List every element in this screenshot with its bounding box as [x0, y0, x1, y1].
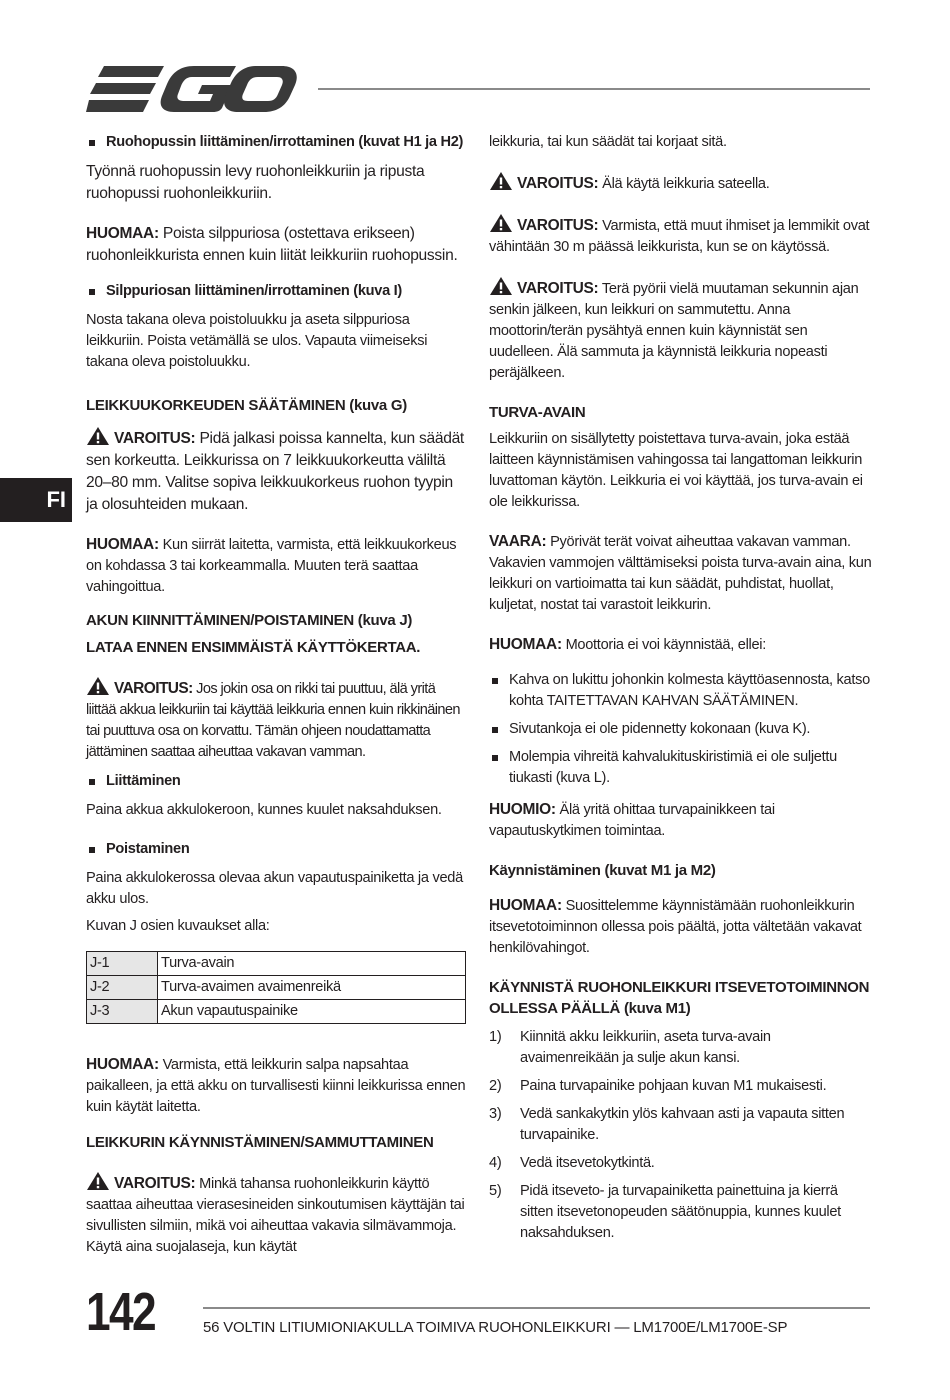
part-id: J-3	[87, 1000, 158, 1024]
table-row	[87, 952, 466, 976]
paragraph: Työnnä ruohopussin levy ruohonleikkuriin ja ripusta ruohopussi ruohonleikkuriin.	[86, 163, 425, 202]
list-item: Molempia vihreitä kahvalukituskiristimiä ei ole suljettu tiukasti (kuva L).	[489, 747, 872, 789]
list-item: 1) Kiinnitä akku leikkuriin, aseta turva-avain avaimenreikään ja sulje akun kansi.	[489, 1029, 771, 1066]
warning-triangle-icon	[86, 1171, 110, 1191]
table-intro: Kuvan J osien kuvaukset alla:	[86, 918, 270, 934]
warning-paragraph: VAROITUS: Minkä tahansa ruohonleikkurin käyttö saattaa aiheuttaa vierasesineiden sinkoutumisen käyttäjän tai sivullisten silmiin, mikä voi aiheuttaa vakavia silmävammoja. Käytä aina suojalaseja, kun käytät	[86, 1171, 468, 1258]
note-paragraph: HUOMAA: Varmista, että leikkurin salpa napsahtaa paikalleen, ja että akku on turvallisesti kiinni leikkurissa ennen kuin käytät laitetta.	[86, 1056, 466, 1115]
warning-triangle-icon	[86, 426, 110, 446]
table-row	[87, 1000, 466, 1024]
list-item: Kahva on lukittu johonkin kolmesta käyttöasennosta, katso kohta TAITETTAVAN KAHVAN SÄÄTÄMINEN.	[489, 670, 872, 712]
right-column	[489, 132, 872, 1251]
warning-triangle-icon	[489, 276, 513, 296]
charge-heading: LATAA ENNEN ENSIMMÄISTÄ KÄYTTÖKERTAA.	[86, 639, 421, 656]
paragraph: Nosta takana oleva poistoluukku ja aseta silppuriosa leikkuriin. Poista vetämällä se ulos. Vapauta viimeiseksi takana oleva poistoluukku.	[86, 312, 428, 370]
note-paragraph: HUOMIO: Älä yritä ohittaa turvapainikkeen tai vapautuskytkimen toimintaa.	[489, 801, 775, 839]
table-row	[87, 976, 466, 1000]
paragraph: Paina akkua akkulokeroon, kunnes kuulet naksahduksen.	[86, 802, 442, 818]
list-item: 3) Vedä sankakytkin ylös kahvaan asti ja vapauta sitten turvapainike.	[489, 1106, 845, 1143]
part-id: J-2	[87, 976, 158, 1000]
section-heading: LEIKKUUKORKEUDEN SÄÄTÄMINEN (kuva G)	[86, 397, 407, 414]
language-tab: FI	[0, 478, 72, 522]
list-item: 4) Vedä itsevetokytkintä.	[489, 1155, 655, 1171]
section-bullet-heading: Poistaminen	[86, 839, 468, 860]
warning-triangle-icon	[489, 213, 513, 233]
note-paragraph: HUOMAA: Suosittelemme käynnistämään ruohonleikkurin itsevetotoiminnon ollessa pois päältä, jotta vältetään vakavat henkilövahingot.	[489, 897, 862, 956]
part-desc: Akun vapautuspainike	[158, 1000, 466, 1024]
section-heading: TURVA-AVAIN	[489, 404, 586, 421]
left-column	[86, 132, 468, 1270]
footer-title: 56 VOLTIN LITIUMIONIAKULLA TOIMIVA RUOHONLEIKKURI — LM1700E/LM1700E-SP	[203, 1319, 788, 1336]
page-number: 142	[86, 1282, 155, 1342]
section-heading: KÄYNNISTÄ RUOHONLEIKKURI ITSEVETOTOIMINNON OLLESSA PÄÄLLÄ (kuva M1)	[489, 979, 870, 1017]
part-desc: Turva-avaimen avaimenreikä	[158, 976, 466, 1000]
warning-paragraph: VAROITUS: Älä käytä leikkuria sateella.	[489, 171, 872, 195]
list-item: Sivutankoja ei ole pidennetty kokonaan (kuva K).	[489, 719, 872, 740]
part-desc: Turva-avain	[158, 952, 466, 976]
note-paragraph: HUOMAA: Poista silppuriosa (ostettava erikseen) ruohonleikkurista ennen kuin liität leikkuriin ruohopussin.	[86, 225, 458, 264]
warning-triangle-icon	[86, 676, 110, 696]
list-item: 2) Paina turvapainike pohjaan kuvan M1 mukaisesti.	[489, 1078, 827, 1094]
footer-divider	[203, 1307, 870, 1309]
warning-paragraph: VAROITUS: Varmista, että muut ihmiset ja lemmikit ovat vähintään 30 m päässä leikkurista, kun se on käytössä.	[489, 213, 872, 258]
list-item: 5) Pidä itseveto- ja turvapainiketta painettuina ja kierrä sitten itsevetonopeuden säätönuppia, kunnes kuulet naksahduksen.	[489, 1183, 841, 1241]
section-bullet-heading: Liittäminen	[86, 771, 468, 792]
conditions-list	[489, 670, 872, 789]
paragraph: Paina akkulokerossa olevaa akun vapautuspainiketta ja vedä akku ulos.	[86, 870, 463, 907]
section-bullet-heading: Silppuriosan liittäminen/irrottaminen (kuva I)	[86, 281, 468, 302]
warning-paragraph: VAROITUS: Pidä jalkasi poissa kannelta, kun säädät sen korkeutta. Leikkurissa on 7 leikkuukorkeutta väliltä 20–80 mm. Valitse sopiva leikkuukorkeus ruohon tyypin ja olosuhteiden mukaan.	[86, 426, 468, 516]
section-heading: Käynnistäminen (kuvat M1 ja M2)	[489, 862, 716, 879]
note-paragraph: HUOMAA: Moottoria ei voi käynnistää, ellei:	[489, 636, 766, 653]
steps-list	[489, 1027, 872, 1244]
danger-paragraph: VAARA: Pyörivät terät voivat aiheuttaa vakavan vamman. Vakavien vammojen välttämiseksi poista turva-avain aina, kun leikkuri on vartioimatta tai kun säädät, puhdistat, huollat, kuljetat, nostat tai varastoit leikkurin.	[489, 533, 872, 613]
ego-logo	[86, 64, 298, 114]
warning-paragraph: VAROITUS: Jos jokin osa on rikki tai puuttuu, älä yritä liittää akkua leikkuriin tai käyttää leikkuria ennen kuin rikkinäinen tai puuttuva osa on korvattu. Tämän ohjeen noudattamatta jättäminen saattaa aiheuttaa vakavan vamman.	[86, 676, 468, 763]
paragraph: leikkuria, tai kun säädät tai korjaat sitä.	[489, 134, 727, 150]
part-id: J-1	[87, 952, 158, 976]
note-paragraph: HUOMAA: Kun siirrät laitetta, varmista, että leikkuukorkeus on kohdassa 3 tai korkeammalla. Muuten terä saattaa vahingoittua.	[86, 536, 457, 595]
warning-paragraph: VAROITUS: Terä pyörii vielä muutaman sekunnin ajan senkin jälkeen, kun leikkuri on sammutettu. Anna moottorin/terän pysähtyä ennen kuin käynnistät sen uudelleen. Älä sammuta ja käynnistä leikkuria nopeasti peräjälkeen.	[489, 276, 872, 384]
parts-table	[86, 951, 466, 1024]
warning-triangle-icon	[489, 171, 513, 191]
section-bullet-heading: Ruohopussin liittäminen/irrottaminen (kuvat H1 ja H2)	[86, 132, 468, 153]
section-heading: LEIKKURIN KÄYNNISTÄMINEN/SAMMUTTAMINEN	[86, 1134, 434, 1151]
header-divider	[318, 88, 870, 90]
paragraph: Leikkuriin on sisällytetty poistettava turva-avain, joka estää laitteen käynnistämisen vahingossa tai langattoman leikkurin luvattoman käytön. Leikkuria ei voi käyttää, jos turva-avain ei ole leikkurissa.	[489, 431, 863, 510]
section-heading: AKUN KIINNITTÄMINEN/POISTAMINEN (kuva J)	[86, 612, 413, 629]
